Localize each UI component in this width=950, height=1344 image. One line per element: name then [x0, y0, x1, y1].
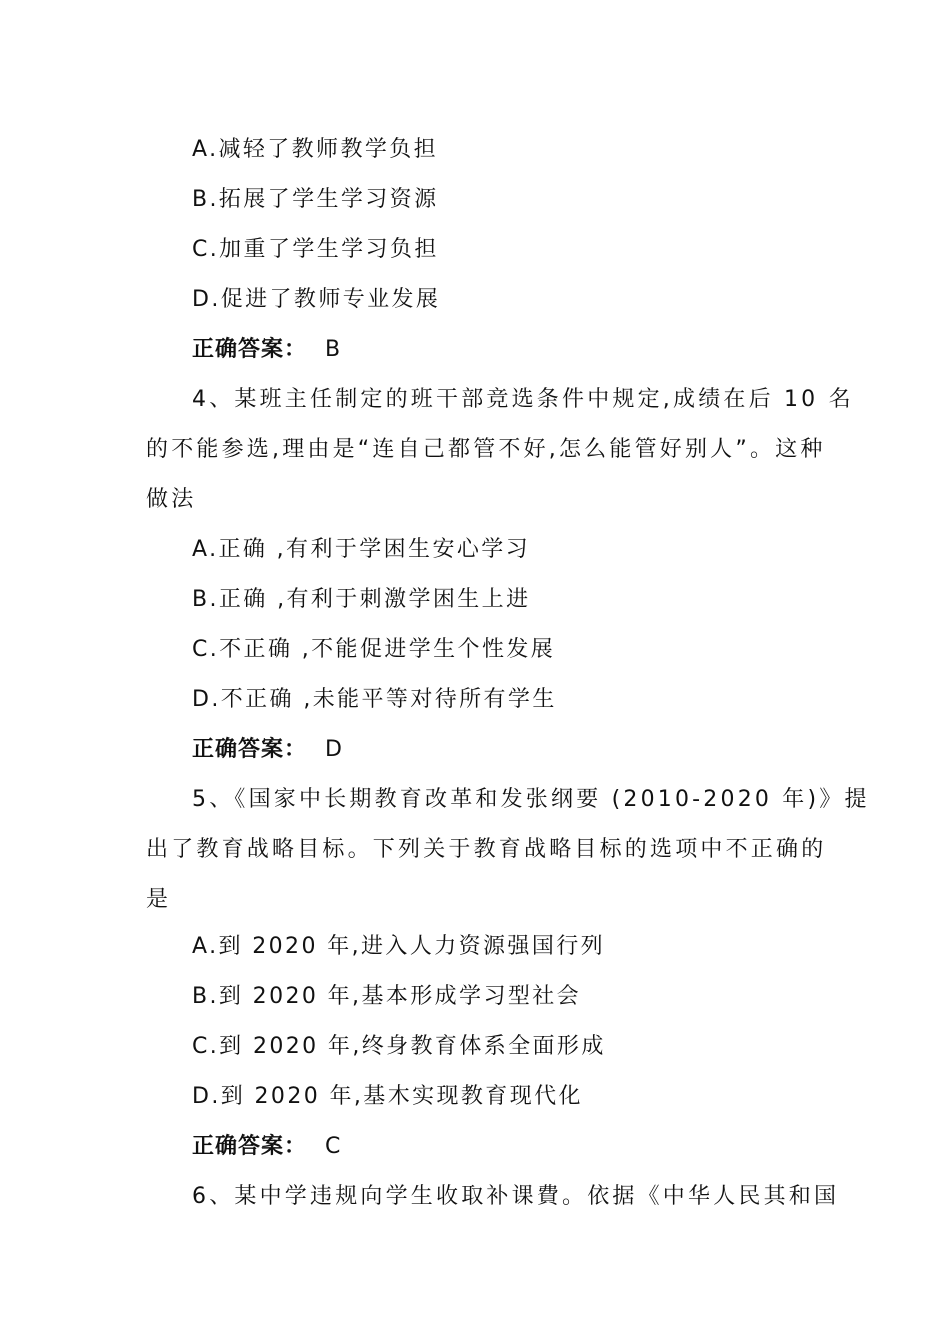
answer-value: B [325, 337, 342, 362]
q4-answer [192, 735, 852, 765]
q4-option-a: A.正确 ,有利于学困生安心学习 [192, 537, 531, 562]
q5-stem-line-1: 5、《国家中长期教育改革和发张纲要 (2010-2020 年)》提 [192, 787, 870, 812]
q5-option-c: C.到 2020 年,终身教育体系全面形成 [192, 1034, 606, 1059]
answer-label: 正确答案： [192, 337, 308, 362]
q3-option-d: D.促进了教师专业发展 [192, 287, 441, 312]
answer-value: C [325, 1134, 342, 1159]
answer-label: 正确答案： [192, 1134, 308, 1159]
q5-stem-line-3: 是 [146, 887, 172, 912]
answer-label: 正确答案： [192, 737, 308, 762]
q5-answer [192, 1132, 852, 1162]
q3-option-a: A.减轻了教师教学负担 [192, 137, 439, 162]
q4-stem-line-1: 4、某班主任制定的班干部竞选条件中规定,成绩在后 10 名 [192, 387, 854, 412]
answer-value: D [325, 737, 343, 762]
q4-option-b: B.正确 ,有利于刺激学困生上进 [192, 587, 531, 612]
q6-stem-line-1: 6、某中学违规向学生收取补课費。依据《中华人民其和国 [192, 1184, 840, 1209]
q5-stem-line-2: 出了教育战略目标。下列关于教育战略目标的选项中不正确的 [146, 837, 827, 862]
q3-option-c: C.加重了学生学习负担 [192, 237, 439, 262]
q4-stem-line-2: 的不能参选,理由是“连自己都管不好,怎么能管好别人”。这种 [146, 437, 826, 462]
q3-option-b: B.拓展了学生学习资源 [192, 187, 439, 212]
q5-option-b: B.到 2020 年,基本形成学习型社会 [192, 984, 582, 1009]
q4-stem-line-3: 做法 [146, 487, 197, 512]
q4-option-c: C.不正确 ,不能促进学生个性发展 [192, 637, 556, 662]
q3-answer [192, 335, 852, 365]
q5-option-a: A.到 2020 年,进入人力资源强国行列 [192, 934, 606, 959]
q4-option-d: D.不正确 ,未能平等对待所有学生 [192, 687, 557, 712]
q5-option-d: D.到 2020 年,基木实现教育现代化 [192, 1084, 583, 1109]
